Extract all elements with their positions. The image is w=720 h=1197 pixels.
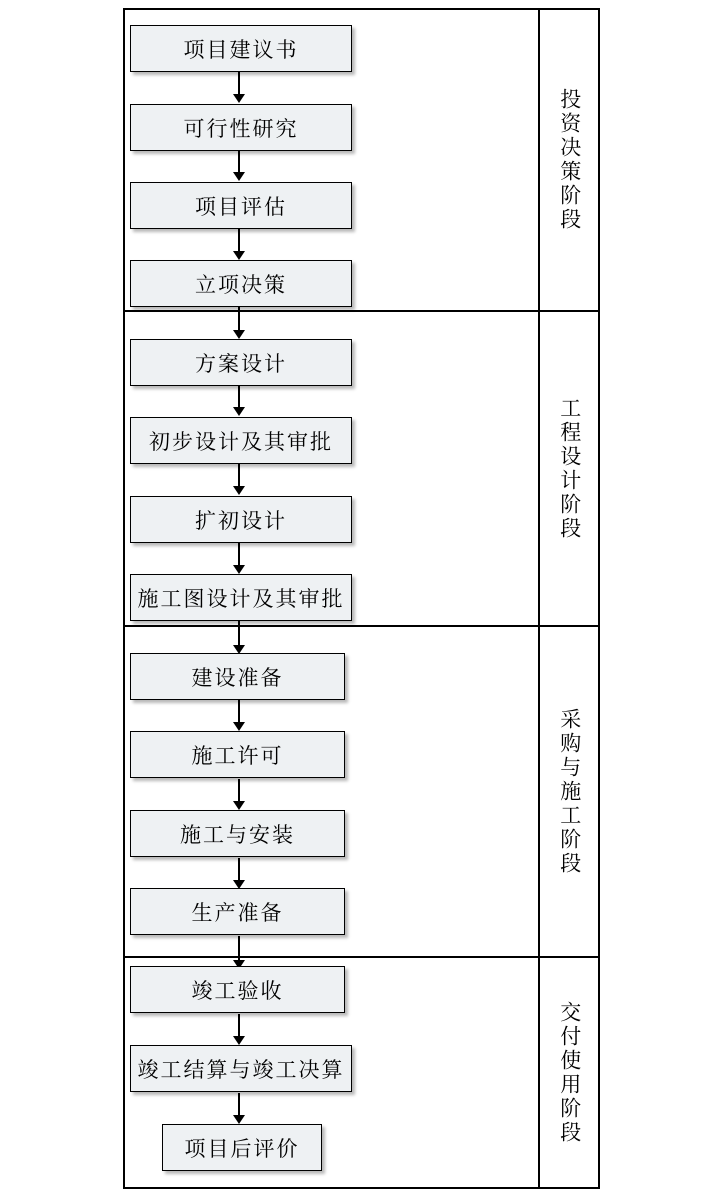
phase-procurement-construction [540,627,598,956]
arrowhead-n7-n8 [233,565,245,574]
arrowhead-n9-n10 [233,722,245,731]
connector-n1-n2 [238,72,240,96]
connector-n9-n10 [238,700,240,724]
frame-line-top [123,8,600,10]
arrowhead-n2-n3 [233,172,245,181]
phase-engineering-design [540,312,598,625]
arrowhead-n5-n6 [233,407,245,416]
node-project-approval[interactable]: 立项决策 [130,260,352,307]
connector-n11-n12 [238,858,240,882]
arrowhead-n3-n4 [233,251,245,260]
node-construction-installation[interactable]: 施工与安装 [130,810,345,857]
node-production-preparation[interactable]: 生产准备 [130,888,345,935]
connector-n4-n5 [238,306,240,332]
arrowhead-n14-n15 [233,1115,245,1124]
connector-n10-n11 [238,779,240,803]
node-construction-drawing[interactable]: 施工图设计及其审批 [130,574,352,621]
connector-n5-n6 [238,385,240,409]
connector-n2-n3 [238,150,240,174]
arrowhead-n6-n7 [233,486,245,495]
arrowhead-n10-n11 [233,801,245,810]
frame-line-right [598,8,600,1189]
phase-divider-2 [123,625,600,627]
frame-line-left [123,8,125,1189]
arrowhead-n4-n5 [233,330,245,339]
phase-divider-1 [123,310,600,312]
node-feasibility-study[interactable]: 可行性研究 [130,104,352,151]
node-preliminary-design[interactable]: 初步设计及其审批 [130,417,352,464]
phase-investment-decision [540,10,598,310]
arrowhead-n1-n2 [233,94,245,103]
connector-n3-n4 [238,229,240,253]
phase-delivery-use [540,958,598,1187]
node-project-proposal[interactable]: 项目建议书 [130,25,352,72]
node-construction-permit[interactable]: 施工许可 [130,731,345,778]
node-project-evaluation[interactable]: 项目评估 [130,182,352,229]
connector-n13-n14 [238,1014,240,1038]
connector-n12-n13 [238,936,240,962]
node-post-project-evaluation[interactable]: 项目后评价 [162,1124,322,1171]
connector-n6-n7 [238,464,240,488]
node-scheme-design[interactable]: 方案设计 [130,339,352,386]
phase-label-text: 采购与施工阶段 [557,707,581,876]
phase-label-text: 交付使用阶段 [557,1000,581,1145]
frame-line-bottom [123,1187,600,1189]
node-final-settlement[interactable]: 竣工结算与竣工决算 [130,1045,352,1092]
node-extended-design[interactable]: 扩初设计 [130,496,352,543]
phase-divider-3 [123,956,600,958]
connector-n8-n9 [238,621,240,647]
connector-n7-n8 [238,543,240,567]
phase-label-text: 投资决策阶段 [557,88,581,232]
connector-n14-n15 [238,1093,240,1117]
arrowhead-n13-n14 [233,1036,245,1045]
node-completion-acceptance[interactable]: 竣工验收 [130,966,345,1013]
phase-label-text: 工程设计阶段 [557,396,581,541]
node-construction-preparation[interactable]: 建设准备 [130,653,345,700]
